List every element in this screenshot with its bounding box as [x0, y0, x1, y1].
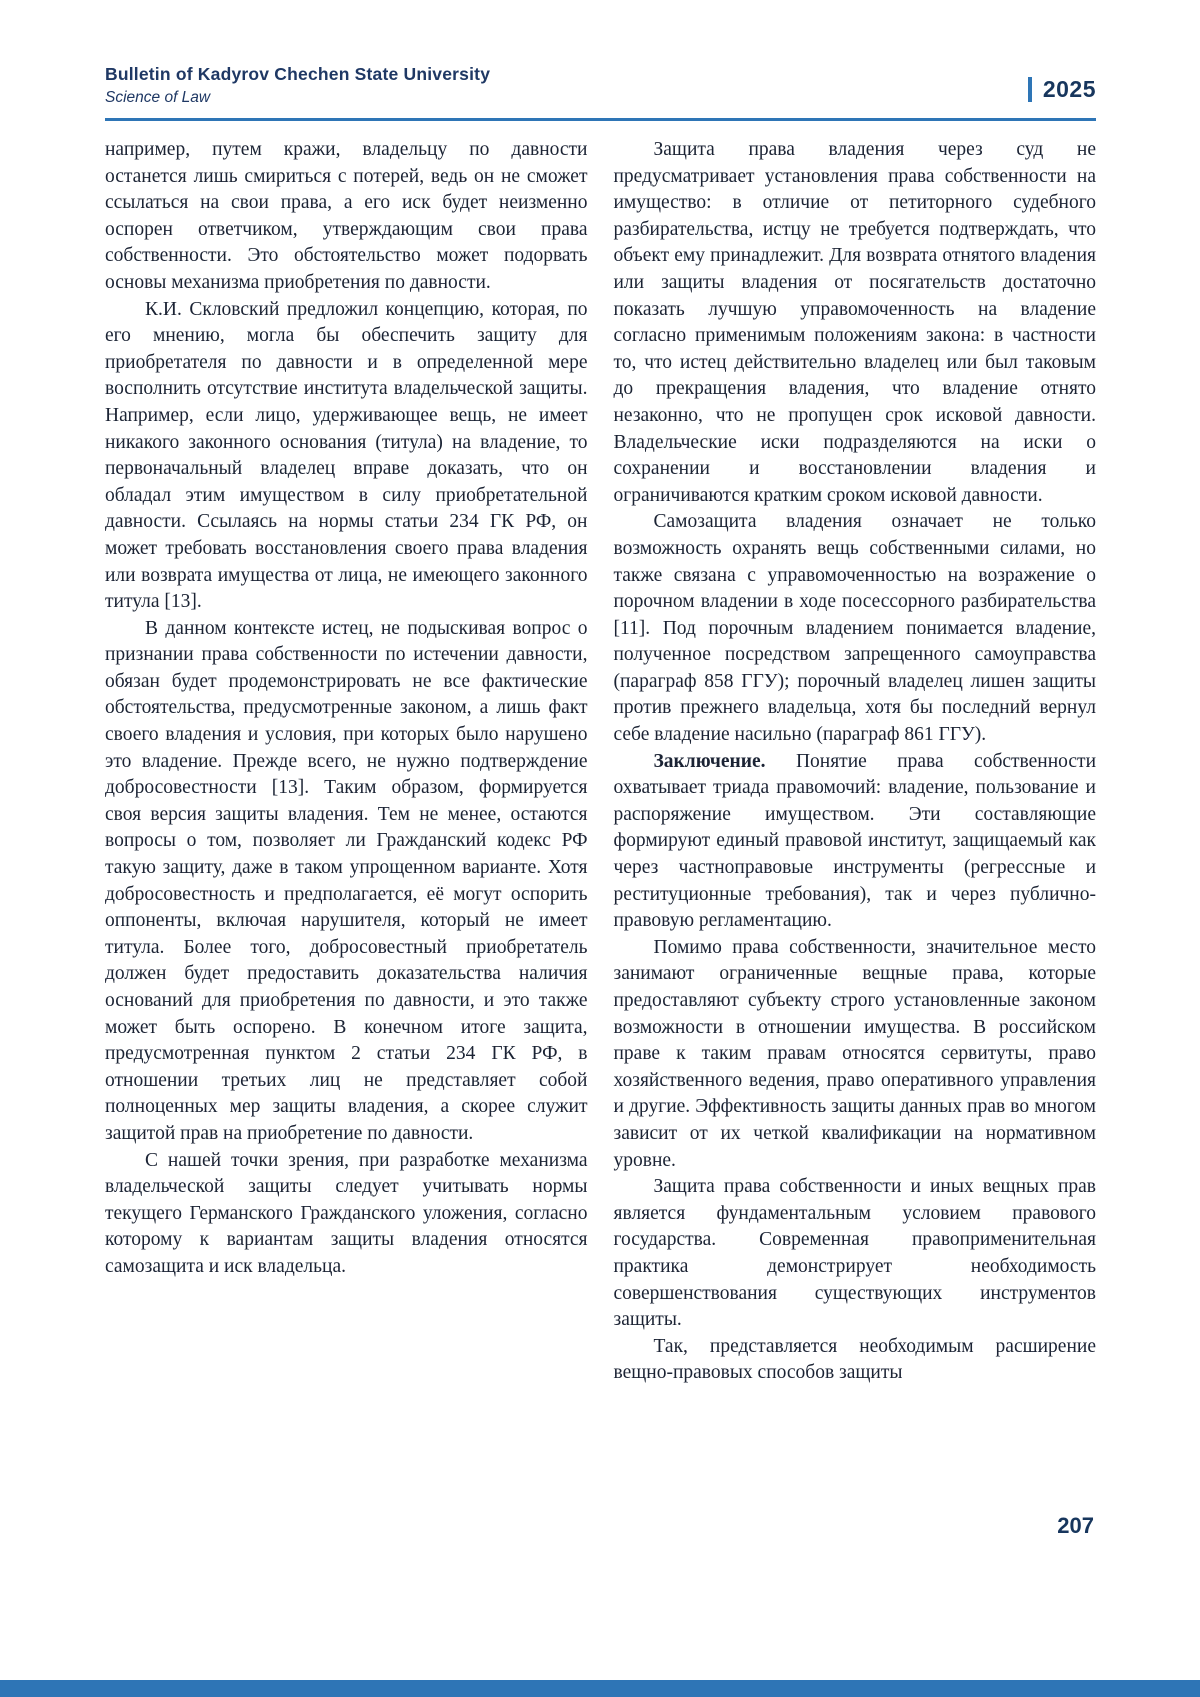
- year-label: 2025: [1042, 76, 1096, 102]
- article-paragraph: Защита права собственности и иных вещных прав является фундаментальным условием правового государства. Современная правоприменительная практика демонстрирует необходимость совершенствования существующих инструментов защиты.: [613, 1176, 1096, 1331]
- article-paragraph: Так, представляется необходимым расширение вещно-правовых способов защиты: [613, 1335, 1096, 1384]
- journal-identity: [105, 64, 490, 107]
- left-column: [105, 137, 588, 1387]
- year-divider-bar: [1028, 77, 1032, 102]
- article-paragraph: С нашей точки зрения, при разработке механизма владельческой защиты следует учитывать нормы текущего Германского Гражданского уложения, согласно которому к вариантам защиты владения относятся самозащита и иск владельца.: [105, 1149, 588, 1277]
- header-year-block: [1028, 76, 1096, 103]
- article-paragraph: В данном контексте истец, не подыскивая вопрос о признании права собственности по истечении давности, обязан будет продемонстрировать не все фактические обстоятельства, предусмотренные законом, а лишь факт своего владения и условия, при которых было нарушено это владение. Прежде всего, не нужно подтверждение добросовестности [13]. Таким образом, формируется своя версия защиты владения. Тем не менее, остаются вопросы о том, позволяет ли Гражданский кодекс РФ такую защиту, даже в таком упрощенном варианте. Хотя добросовестность и предполагается, её могут оспорить оппоненты, включая нарушителя, который не имеет титула. Более того, добросовестный приобретатель должен будет предоставить доказательства наличия оснований для приобретения по давности, и это также может быть оспорено. В конечном итоге защита, предусмотренная пунктом 2 статьи 234 ГК РФ, в отношении третьих лиц не представляет собой полноценных мер защиты владения, а скорее служит защитой прав на приобретение по давности.: [105, 617, 588, 1144]
- page-number: 207: [1057, 1513, 1094, 1538]
- article-paragraph: Заключение. Понятие права собственности охватывает триада правомочий: владение, пользование и распоряжение имуществом. Эти составляющие формируют единый правовой институт, защищаемый как через частноправовые инструменты (регрессные и реституционные требования), так и через публично-правовую регламентацию.: [613, 750, 1097, 932]
- article-paragraph: Помимо права собственности, значительное место занимают ограниченные вещные права, которые предоставляют субъекту строго установленные законом возможности в отношении имущества. В российском праве к таким правам относятся сервитуты, право хозяйственного ведения, право оперативного управления и другие. Эффективность защиты данных прав во многом зависит от их четкой квалификации на нормативном уровне.: [613, 936, 1096, 1171]
- article-paragraph: например, путем кражи, владельцу по давности останется лишь смириться с потерей, ведь он не сможет ссылаться на свои права, а его иск будет неизменно оспорен ответчиком, утверждающим свои права собственности. Это обстоятельство может подорвать основы механизма приобретения по давности.: [105, 139, 588, 293]
- page-header: [105, 64, 1096, 107]
- right-column: [614, 137, 1097, 1387]
- paragraph-lead-bold: Заключение.: [653, 750, 796, 772]
- bottom-accent-bar: [0, 1680, 1200, 1697]
- journal-title: Bulletin of Kadyrov Chechen State University: [105, 64, 491, 84]
- article-paragraph: Самозащита владения означает не только возможность охранять вещь собственными силами, но также связана с управомоченностью на возражение о порочном владении в ходе посессорного разбирательства [11]. Под порочным владением понимается владение, полученное посредством запрещенного самоуправства (параграф 858 ГГУ); порочный владелец лишен защиты против прежнего владельца, хотя бы последний вернул себе владение насильно (параграф 861 ГГУ).: [613, 511, 1096, 746]
- article-paragraph: К.И. Скловский предложил концепцию, которая, по его мнению, могла бы обеспечить защиту для приобретателя по давности и в определенной мере восполнить отсутствие института владельческой защиты. Например, если лицо, удерживающее вещь, не имеет никакого законного основания (титула) на владение, то первоначальный владелец вправе доказать, что он обладал этим имуществом в силу приобретательной давности. Ссылаясь на нормы статьи 234 ГК РФ, он может требовать восстановления своего права владения или возврата имущества от лица, не имеющего законного титула [13].: [105, 298, 588, 613]
- header-rule: [105, 118, 1096, 121]
- article-paragraph: Защита права владения через суд не предусматривает установления права собственности на имущество: в отличие от петиторного судебного разбирательства, истцу не требуется подтверждать, что объект ему принадлежит. Для возврата отнятого владения или защиты владения от посягательств достаточно показать лучшую управомоченность на владение согласно применимым положениям закона: в частности то, что истец действительно владелец или был таковым до прекращения владения, что владение отнято незаконно, что не пропущен срок исковой давности. Владельческие иски подразделяются на иски о сохранении и восстановлении владения и ограничиваются кратким сроком исковой давности.: [613, 139, 1096, 506]
- journal-subtitle: Science of Law: [105, 89, 211, 106]
- article-body: [105, 137, 1096, 1387]
